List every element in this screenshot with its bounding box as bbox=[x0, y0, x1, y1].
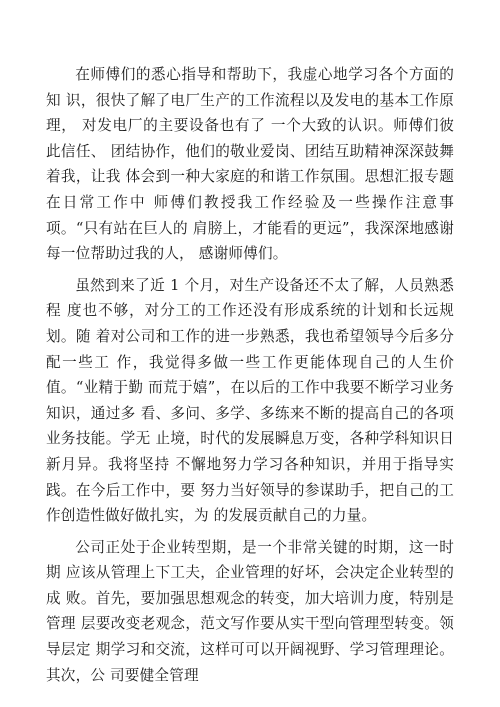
paragraph-2: 虽然到来了近 1 个月，对生产设备还不太了解，人员熟悉程 度也不够，对分工的工作还没有形成系统的计划和长远规划。随 着对公司和工作的进一步熟悉，我也希望领导今后多分配一些工 作，我觉得多做一些工作更能体现自己的人生价值。“业精于勤 而荒于嬉”，在以后的工作中我要不断学习业务知识，通过多 看、多问、多学、多练来不断的提高自己的各项业务技能。学无 止境，时代的发展瞬息万变，各种学科知识日新月异。我将坚持 不懈地努力学习各种知识，并用于指导实践。在今后工作中，要 努力当好领导的参谋助手，把自己的工作创造性做好做扎实，为 的发展贡献自己的力量。 bbox=[46, 276, 454, 525]
paragraph-1: 在师傅们的悉心指导和帮助下，我虚心地学习各个方面的知 识，很快了解了电厂生产的工作流程以及发电的基本工作原理， 对发电厂的主要设备也有了 一个大致的认识。师傅们彼此信任、 团结协作，他们的敬业爱岗、团结互助精神深深鼓舞着我，让我 体会到一种大家庭的和谐工作氛围。思想汇报专题在日常工作中 师傅们教授我工作经验及一些操作注意事项。“只有站在巨人的 肩膀上，才能看的更远”，我深深地感谢每一位帮助过我的人， 感谢师傅们。 bbox=[46, 66, 454, 263]
paragraph-3: 公司正处于企业转型期，是一个非常关键的时期，这一时期 应该从管理上下工夫，企业管理的好坏，会决定企业转型的成 败。首先，要加强思想观念的转变，加大培训力度，特别是管理 层要改变老观念，范文写作要从实干型向管理型转变。领导层定 期学习和交流，这样可可以开阔视野、学习管理理论。其次，公 司要健全管理 bbox=[46, 538, 454, 684]
